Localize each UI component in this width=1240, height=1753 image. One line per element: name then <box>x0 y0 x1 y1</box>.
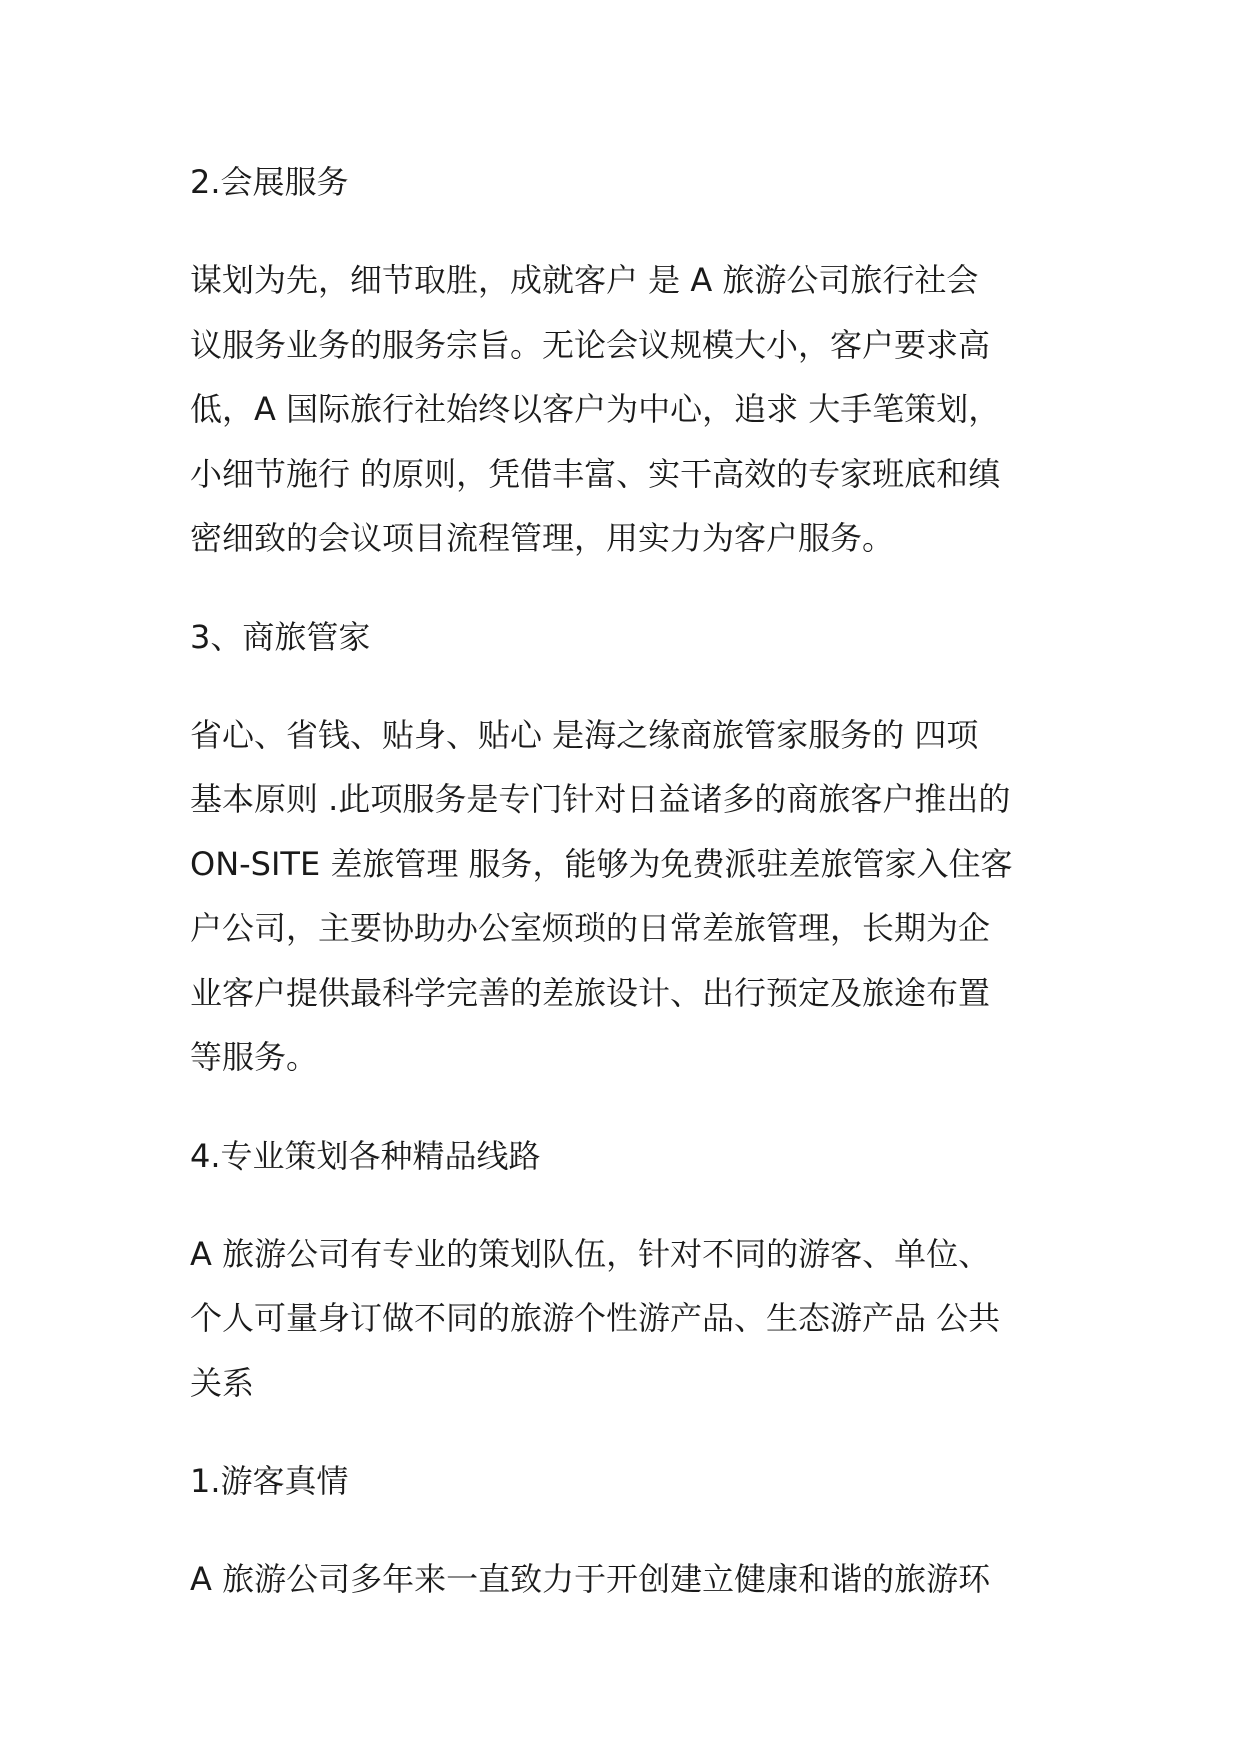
paragraph-line: 等服务。 <box>190 1038 319 1076</box>
paragraph-line: A 旅游公司有专业的策划队伍，针对不同的游客、单位、 <box>190 1234 991 1273</box>
section-heading: 3、商旅管家 <box>190 617 371 656</box>
section-paragraph <box>190 1222 1070 1416</box>
paragraph-line: A 旅游公司多年来一直致力于开创建立健康和谐的旅游环 <box>190 1560 991 1598</box>
section-paragraph <box>190 703 1070 1090</box>
paragraph-line: 业客户提供最科学完善的差旅设计、出行预定及旅途布置 <box>190 973 991 1012</box>
paragraph-line: 户公司，主要协助办公室烦琐的日常差旅管理，长期为企 <box>190 909 991 947</box>
paragraph-line: 小细节施行 的原则，凭借丰富、实干高效的专家班底和缜 <box>190 454 1001 493</box>
document-body <box>190 150 1070 1646</box>
paragraph-line: 议服务业务的服务宗旨。无论会议规模大小，客户要求高 <box>190 325 991 364</box>
section-paragraph <box>190 1547 1070 1612</box>
paragraph-line: 谋划为先，细节取胜，成就客户 是 A 旅游公司旅行社会 <box>190 261 979 299</box>
paragraph-line: 密细致的会议项目流程管理，用实力为客户服务。 <box>190 519 895 557</box>
section-paragraph <box>190 248 1070 571</box>
section-heading: 4.专业策划各种精品线路 <box>190 1136 541 1175</box>
section-heading: 1.游客真情 <box>190 1462 349 1500</box>
section-heading: 2.会展服务 <box>190 163 349 201</box>
paragraph-line: 低，A 国际旅行社始终以客户为中心，追求 大手笔策划， <box>190 390 1001 428</box>
paragraph-line: 关系 <box>190 1363 255 1402</box>
paragraph-line: ON-SITE 差旅管理 服务，能够为免费派驻差旅管家入住客 <box>190 844 1013 883</box>
paragraph-line: 个人可量身订做不同的旅游个性游产品、生态游产品 公共 <box>190 1299 1001 1337</box>
paragraph-line: 省心、省钱、贴身、贴心 是海之缘商旅管家服务的 四项 <box>190 715 979 754</box>
paragraph-line: 基本原则 .此项服务是专门针对日益诸多的商旅客户推出的 <box>190 780 1011 818</box>
